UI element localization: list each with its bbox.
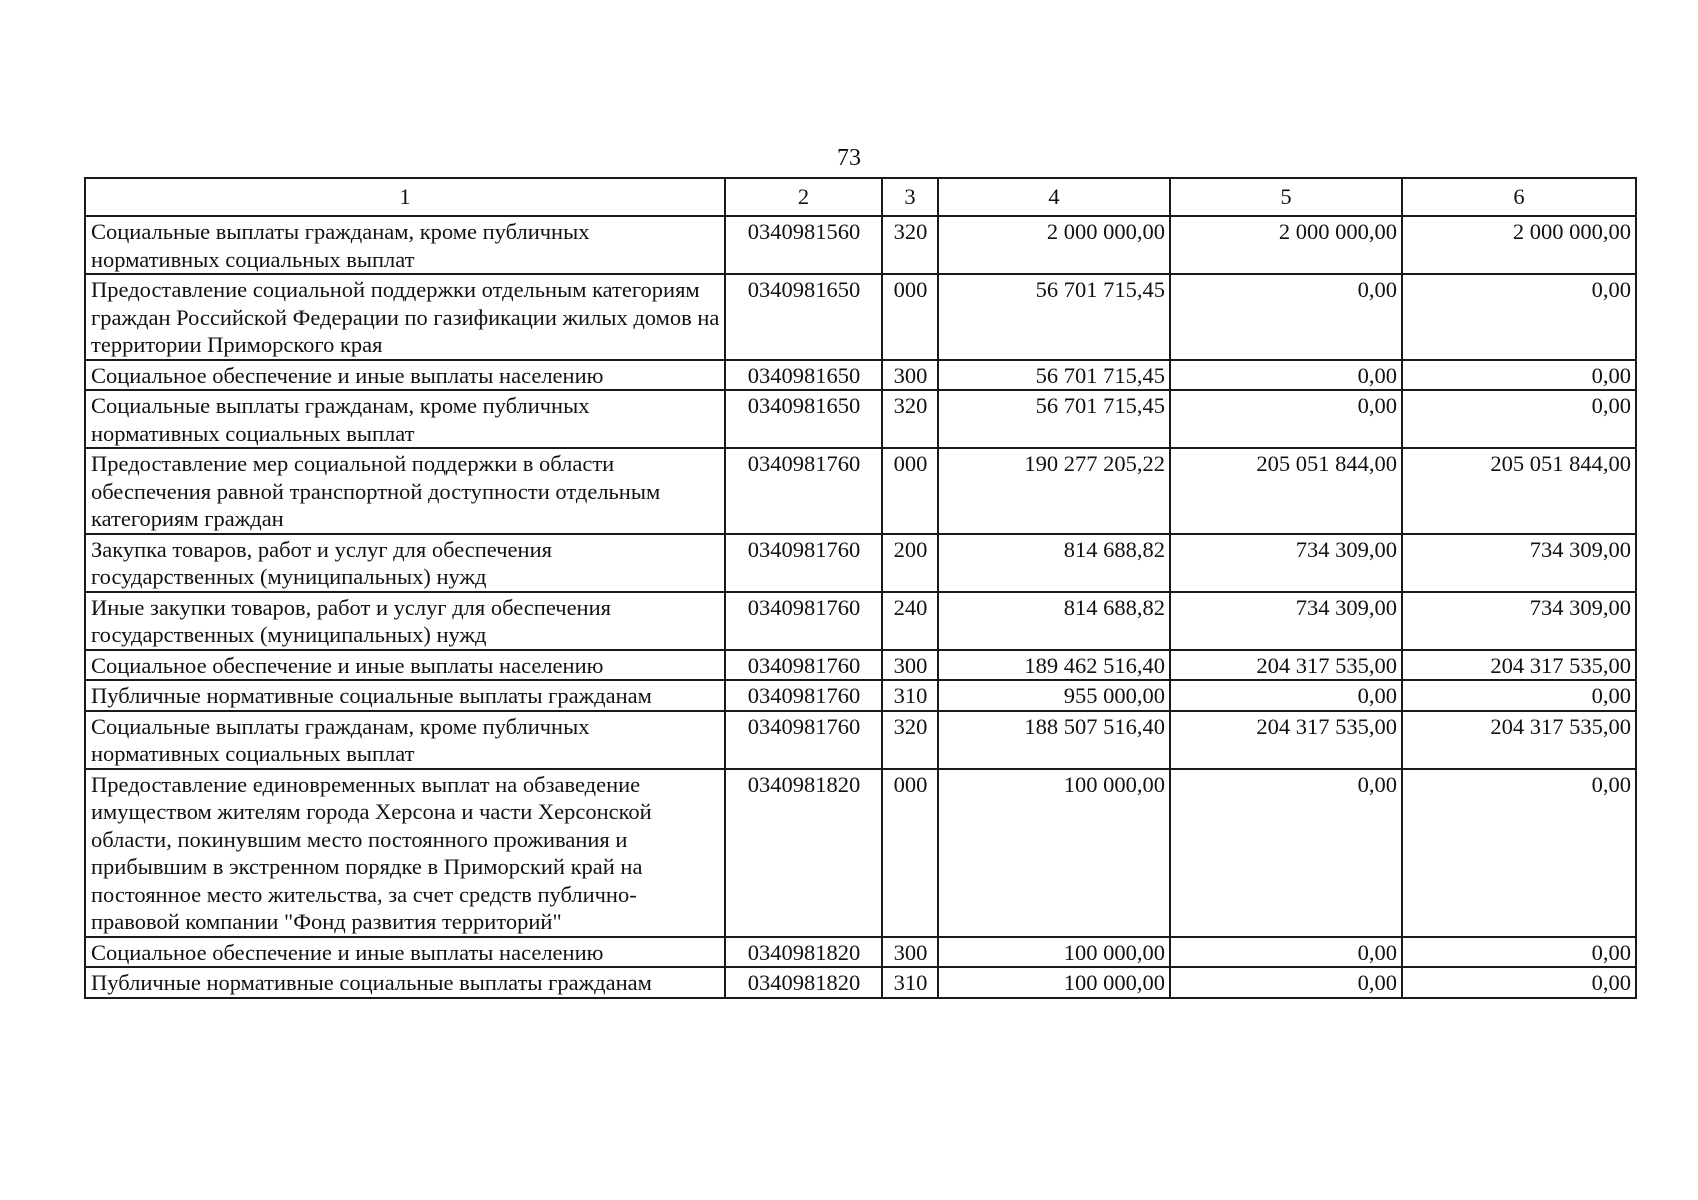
row-name: Иные закупки товаров, работ и услуг для обеспечения государственных (муниципальных) нужд <box>85 592 725 650</box>
table-row <box>85 216 1636 274</box>
row-type: 300 <box>882 650 938 681</box>
row-code: 0340981650 <box>725 390 882 448</box>
row-value-5: 0,00 <box>1170 360 1402 391</box>
row-value-6: 734 309,00 <box>1402 592 1636 650</box>
row-code: 0340981760 <box>725 592 882 650</box>
row-name: Социальное обеспечение и иные выплаты населению <box>85 937 725 968</box>
row-value-5: 0,00 <box>1170 680 1402 711</box>
table-row <box>85 711 1636 769</box>
row-value-4: 56 701 715,45 <box>938 360 1170 391</box>
row-value-5: 205 051 844,00 <box>1170 448 1402 534</box>
row-value-6: 0,00 <box>1402 274 1636 360</box>
table-row <box>85 680 1636 711</box>
row-value-4: 189 462 516,40 <box>938 650 1170 681</box>
table-row <box>85 390 1636 448</box>
row-value-6: 0,00 <box>1402 360 1636 391</box>
row-value-5: 204 317 535,00 <box>1170 711 1402 769</box>
row-code: 0340981650 <box>725 360 882 391</box>
row-value-6: 2 000 000,00 <box>1402 216 1636 274</box>
row-name: Публичные нормативные социальные выплаты гражданам <box>85 680 725 711</box>
table-row <box>85 769 1636 937</box>
table-row <box>85 592 1636 650</box>
row-value-6: 0,00 <box>1402 937 1636 968</box>
row-type: 310 <box>882 680 938 711</box>
row-code: 0340981820 <box>725 967 882 998</box>
row-name: Социальное обеспечение и иные выплаты населению <box>85 650 725 681</box>
row-type: 000 <box>882 769 938 937</box>
row-value-5: 734 309,00 <box>1170 592 1402 650</box>
column-header: 4 <box>938 178 1170 216</box>
row-code: 0340981760 <box>725 711 882 769</box>
row-type: 200 <box>882 534 938 592</box>
column-header: 2 <box>725 178 882 216</box>
row-value-5: 2 000 000,00 <box>1170 216 1402 274</box>
row-value-5: 0,00 <box>1170 769 1402 937</box>
table-row <box>85 274 1636 360</box>
row-value-4: 56 701 715,45 <box>938 390 1170 448</box>
row-value-4: 100 000,00 <box>938 769 1170 937</box>
row-value-5: 0,00 <box>1170 274 1402 360</box>
row-value-6: 205 051 844,00 <box>1402 448 1636 534</box>
row-type: 310 <box>882 967 938 998</box>
row-name: Социальные выплаты гражданам, кроме публичных нормативных социальных выплат <box>85 216 725 274</box>
table-row <box>85 534 1636 592</box>
row-value-4: 814 688,82 <box>938 534 1170 592</box>
row-name: Социальное обеспечение и иные выплаты населению <box>85 360 725 391</box>
table-row <box>85 360 1636 391</box>
row-value-6: 0,00 <box>1402 769 1636 937</box>
row-code: 0340981650 <box>725 274 882 360</box>
row-value-6: 0,00 <box>1402 967 1636 998</box>
row-code: 0340981760 <box>725 680 882 711</box>
row-value-6: 734 309,00 <box>1402 534 1636 592</box>
row-value-5: 204 317 535,00 <box>1170 650 1402 681</box>
row-name: Предоставление социальной поддержки отдельным категориям граждан Российской Федерации по газификации жилых домов на территории Приморского края <box>85 274 725 360</box>
row-value-4: 100 000,00 <box>938 967 1170 998</box>
row-value-4: 814 688,82 <box>938 592 1170 650</box>
row-value-6: 0,00 <box>1402 390 1636 448</box>
column-header: 5 <box>1170 178 1402 216</box>
row-value-5: 0,00 <box>1170 390 1402 448</box>
row-value-4: 190 277 205,22 <box>938 448 1170 534</box>
row-value-4: 955 000,00 <box>938 680 1170 711</box>
row-type: 300 <box>882 360 938 391</box>
row-code: 0340981760 <box>725 448 882 534</box>
row-name: Социальные выплаты гражданам, кроме публичных нормативных социальных выплат <box>85 390 725 448</box>
row-code: 0340981560 <box>725 216 882 274</box>
column-header: 1 <box>85 178 725 216</box>
row-type: 320 <box>882 390 938 448</box>
row-value-6: 204 317 535,00 <box>1402 650 1636 681</box>
budget-table <box>84 177 1637 999</box>
row-name: Закупка товаров, работ и услуг для обеспечения государственных (муниципальных) нужд <box>85 534 725 592</box>
row-code: 0340981820 <box>725 769 882 937</box>
row-code: 0340981820 <box>725 937 882 968</box>
column-header: 6 <box>1402 178 1636 216</box>
row-name: Предоставление единовременных выплат на обзаведение имуществом жителям города Херсона и части Херсонской области, покинувшим место постоянного проживания и прибывшим в экстренном порядке в Приморский край на постоянное место жительства, за счет средств публично-правовой компании "Фонд развития территорий" <box>85 769 725 937</box>
page-number: 73 <box>837 145 861 171</box>
row-value-6: 204 317 535,00 <box>1402 711 1636 769</box>
table-row <box>85 650 1636 681</box>
table-row <box>85 448 1636 534</box>
row-name: Публичные нормативные социальные выплаты гражданам <box>85 967 725 998</box>
row-type: 320 <box>882 216 938 274</box>
table-header-row <box>85 178 1636 216</box>
row-value-5: 0,00 <box>1170 937 1402 968</box>
row-value-4: 56 701 715,45 <box>938 274 1170 360</box>
row-value-4: 188 507 516,40 <box>938 711 1170 769</box>
row-type: 000 <box>882 274 938 360</box>
row-type: 320 <box>882 711 938 769</box>
table-row <box>85 967 1636 998</box>
column-header: 3 <box>882 178 938 216</box>
row-value-4: 100 000,00 <box>938 937 1170 968</box>
row-name: Предоставление мер социальной поддержки в области обеспечения равной транспортной доступности отдельным категориям граждан <box>85 448 725 534</box>
row-value-6: 0,00 <box>1402 680 1636 711</box>
row-name: Социальные выплаты гражданам, кроме публичных нормативных социальных выплат <box>85 711 725 769</box>
row-value-4: 2 000 000,00 <box>938 216 1170 274</box>
row-code: 0340981760 <box>725 534 882 592</box>
table-row <box>85 937 1636 968</box>
row-type: 300 <box>882 937 938 968</box>
row-type: 240 <box>882 592 938 650</box>
row-type: 000 <box>882 448 938 534</box>
row-value-5: 0,00 <box>1170 967 1402 998</box>
row-code: 0340981760 <box>725 650 882 681</box>
row-value-5: 734 309,00 <box>1170 534 1402 592</box>
